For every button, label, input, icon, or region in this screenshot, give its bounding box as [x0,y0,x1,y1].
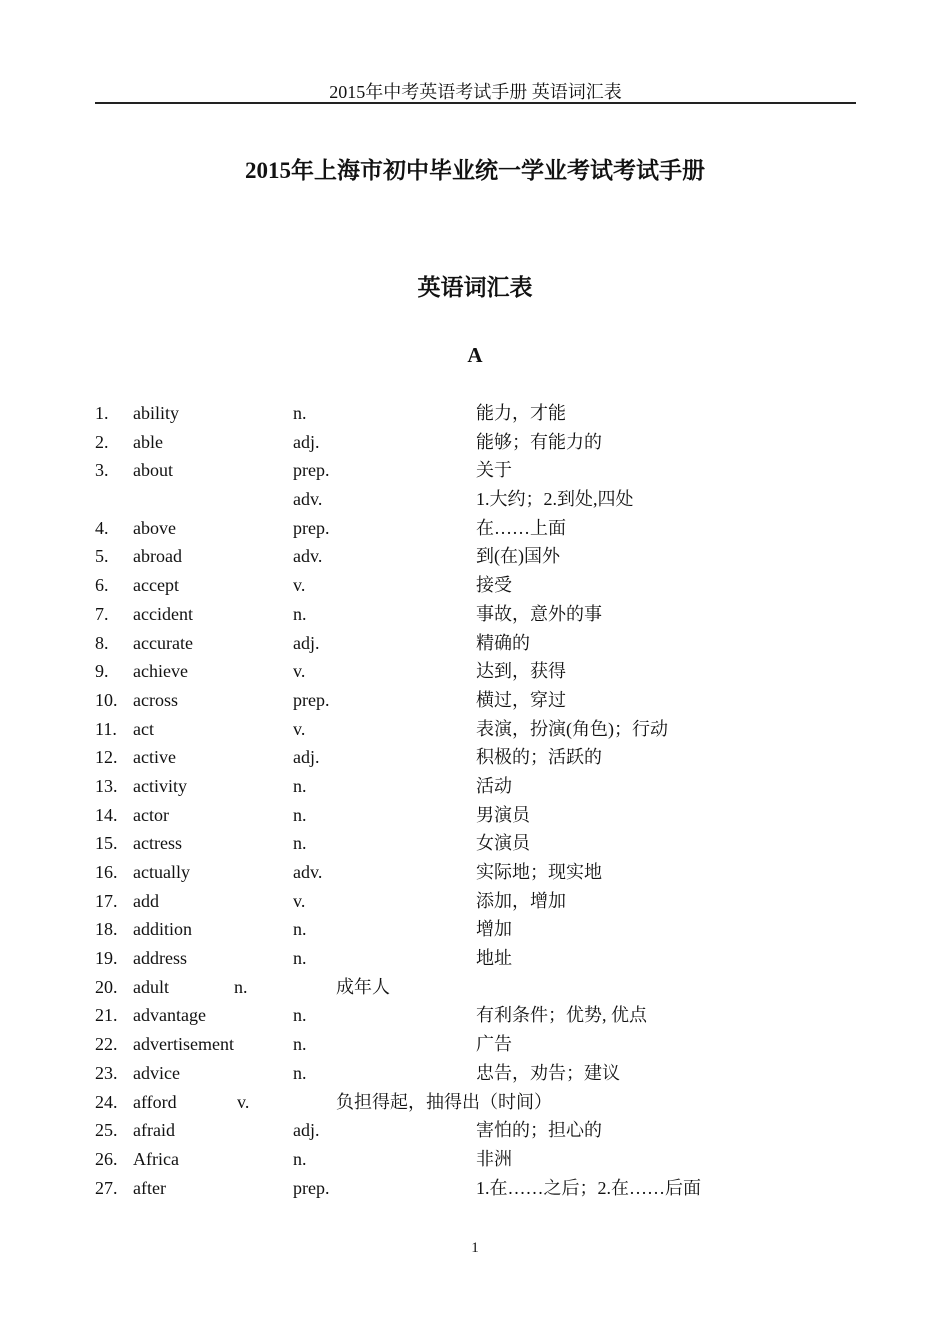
entry-word: advertisement [133,1034,234,1055]
entry-pos: n. [234,976,248,997]
vocab-entry [95,485,856,514]
entry-pos: adj. [293,747,320,768]
entry-definition: 成年人 [336,976,390,997]
entry-number: 8. [95,632,109,653]
entry-definition: 广告 [476,1034,512,1055]
vocab-entry [95,887,856,916]
entry-pos: n. [293,1005,307,1026]
vocab-entry [95,743,856,772]
entry-number: 18. [95,919,118,940]
entry-word: ability [133,403,179,423]
vocab-entry [95,542,856,571]
entry-pos: n. [293,603,307,624]
entry-definition: 事故，意外的事 [476,603,602,624]
entry-number: 21. [95,1005,118,1026]
document-title: 2015年上海市初中毕业统一学业考试考试手册 [245,158,705,183]
entry-number: 26. [95,1148,118,1169]
entry-number: 14. [95,804,118,825]
section-letter: A [467,343,483,367]
entry-word: actor [133,804,169,825]
entry-number: 9. [95,661,109,682]
entry-definition: 实际地；现实地 [476,862,602,882]
entry-word: actually [133,862,190,882]
entry-pos: adv. [293,546,323,567]
entry-word: accident [133,603,193,624]
vocab-entry [95,657,856,686]
entry-pos: adj. [293,1120,320,1141]
entry-pos: n. [293,1148,307,1169]
entry-number: 17. [95,890,118,911]
entry-word: about [133,460,173,481]
vocab-entry [95,600,856,629]
entry-pos: v. [293,890,306,911]
entry-number: 3. [95,460,109,481]
vocab-entry [95,1145,856,1174]
entry-word: above [133,517,176,538]
vocab-entry [95,715,856,744]
vocab-entry [95,944,856,973]
entry-pos: n. [293,919,307,940]
entry-pos: v. [293,575,306,596]
entry-number: 5. [95,546,109,567]
entry-word: adult [133,976,169,997]
entry-definition: 有利条件；优势, 优点 [476,1005,647,1026]
entry-pos: n. [293,1034,307,1055]
entry-number: 13. [95,775,118,796]
entry-word: Africa [133,1148,179,1169]
entry-pos: adv. [293,862,323,882]
entry-number: 1. [95,403,109,423]
vocab-entry [95,772,856,801]
vocabulary-list [95,399,856,1202]
entry-pos: adj. [293,431,320,452]
vocab-entry [95,571,856,600]
entry-number: 12. [95,747,118,768]
entry-word: add [133,890,159,911]
vocab-entry [95,1001,856,1030]
vocab-entry [95,1059,856,1088]
vocab-entry [95,973,856,1002]
entry-definition: 添加，增加 [476,890,566,911]
entry-word: advice [133,1062,180,1083]
vocab-entry [95,1116,856,1145]
vocab-entry [95,829,856,858]
vocab-entry [95,1030,856,1059]
entry-definition: 1.在……之后；2.在……后面 [476,1177,701,1198]
entry-definition: 非洲 [476,1148,512,1169]
entry-pos: prep. [293,517,330,538]
entry-definition: 关于 [476,460,512,481]
vocab-entry [95,858,856,887]
entry-definition: 表演，扮演(角色)；行动 [476,718,668,739]
entry-number: 4. [95,517,109,538]
entry-pos: prep. [293,460,330,481]
entry-definition: 横过，穿过 [476,689,566,710]
entry-pos: n. [293,775,307,796]
page-header: 2015年中考英语考试手册 英语词汇表 [329,82,622,102]
entry-number: 7. [95,603,109,624]
entry-number: 24. [95,1091,118,1112]
entry-word: after [133,1177,166,1198]
entry-definition: 1.大约；2.到处,四处 [476,489,634,510]
entry-pos: n. [293,1062,307,1083]
entry-definition: 负担得起，抽得出（时间） [336,1091,552,1112]
vocab-entry [95,456,856,485]
entry-number: 20. [95,976,118,997]
entry-number: 11. [95,718,117,739]
entry-pos: v. [293,718,306,739]
vocab-entry [95,686,856,715]
entry-number: 15. [95,833,118,854]
entry-definition: 达到，获得 [476,661,566,682]
entry-definition: 增加 [476,919,512,940]
vocab-entry [95,1174,856,1203]
entry-word: advantage [133,1005,206,1026]
entry-definition: 能够；有能力的 [476,431,602,452]
entry-definition: 男演员 [476,804,530,825]
vocab-entry [95,801,856,830]
entry-word: accurate [133,632,193,653]
entry-pos: n. [293,403,307,423]
entry-pos: n. [293,833,307,854]
entry-number: 6. [95,575,109,596]
entry-definition: 忠告，劝告；建议 [476,1062,620,1083]
entry-pos: adj. [293,632,320,653]
entry-number: 2. [95,431,109,452]
entry-definition: 积极的；活跃的 [476,747,602,768]
vocab-entry [95,428,856,457]
entry-definition: 女演员 [476,833,530,854]
entry-pos: v. [293,661,306,682]
entry-number: 25. [95,1120,118,1141]
vocab-entry [95,1088,856,1117]
entry-word: abroad [133,546,182,567]
vocab-entry [95,629,856,658]
entry-word: afraid [133,1120,175,1141]
entry-definition: 活动 [476,775,512,796]
entry-definition: 害怕的；担心的 [476,1120,602,1141]
entry-word: activity [133,775,187,796]
entry-pos: adv. [293,489,323,510]
entry-number: 27. [95,1177,118,1198]
entry-pos: n. [293,948,307,969]
vocab-entry [95,514,856,543]
page-number: 1 [471,1240,479,1256]
entry-word: addition [133,919,192,940]
entry-definition: 在……上面 [476,517,566,538]
entry-word: actress [133,833,182,854]
entry-definition: 到(在)国外 [476,546,560,567]
entry-definition: 能力，才能 [476,403,566,423]
entry-pos: n. [293,804,307,825]
document-subtitle: 英语词汇表 [417,275,533,300]
entry-pos: v. [237,1091,250,1112]
entry-definition: 精确的 [476,632,530,653]
entry-word: act [133,718,154,739]
entry-word: able [133,431,163,452]
entry-word: afford [133,1091,177,1112]
entry-pos: prep. [293,689,330,710]
entry-word: active [133,747,176,768]
entry-definition: 接受 [476,575,512,596]
vocab-entry [95,915,856,944]
entry-word: address [133,948,187,969]
entry-number: 23. [95,1062,118,1083]
entry-number: 19. [95,948,118,969]
entry-number: 10. [95,689,118,710]
entry-word: achieve [133,661,188,682]
entry-pos: prep. [293,1177,330,1198]
entry-word: accept [133,575,179,596]
entry-word: across [133,689,178,710]
header-rule [95,102,856,104]
entry-definition: 地址 [476,948,512,969]
entry-number: 22. [95,1034,118,1055]
entry-number: 16. [95,862,118,882]
vocab-entry [95,399,856,428]
